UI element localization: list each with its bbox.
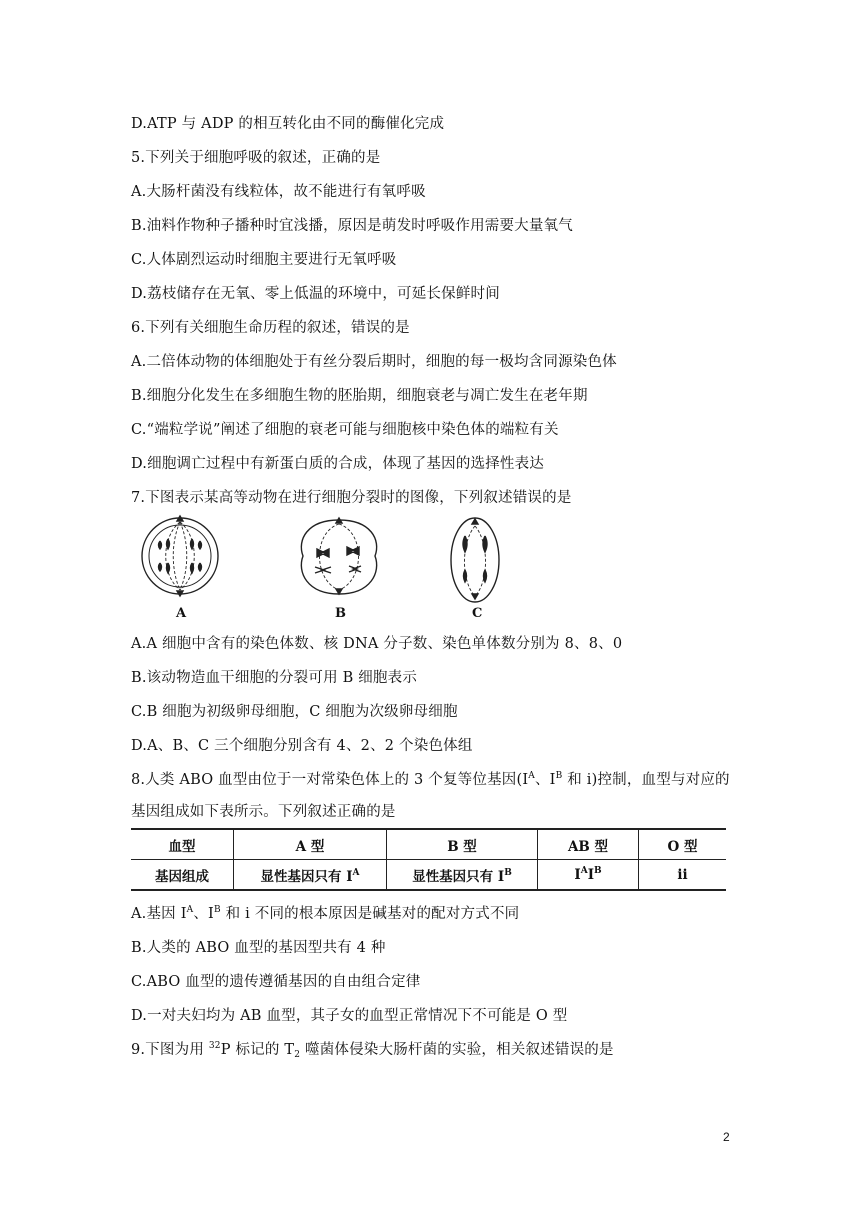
q6-stem: 6.下列有关细胞生命历程的叙述，错误的是 — [131, 320, 410, 336]
q4-option-d: D.ATP 与 ADP 的相互转化由不同的酶催化完成 — [131, 116, 445, 132]
table-cell-ab: $I^AI^B$ — [538, 860, 639, 891]
q7-option-a: A.A 细胞中含有的染色体数、核 DNA 分子数、染色单体数分别为 8、8、0 — [131, 636, 623, 652]
figure-label-a: A — [176, 606, 187, 621]
table-cell-a: 显性基因只有 $I^A$ — [234, 860, 387, 891]
cell-b-diagram — [301, 518, 376, 594]
table-row-label: 基因组成 — [131, 860, 234, 891]
table-header-cell: O 型 — [639, 829, 727, 860]
q6-option-c: C.“端粒学说”阐述了细胞的衰老可能与细胞核中染色体的端粒有关 — [131, 422, 559, 438]
table-header-cell: 血型 — [131, 829, 234, 860]
q5-option-a: A.大肠杆菌没有线粒体，故不能进行有氧呼吸 — [131, 184, 426, 200]
q7-option-b: B.该动物造血干细胞的分裂可用 B 细胞表示 — [131, 670, 418, 686]
q9-stem: 9.下图为用 $^{32}$P 标记的 $T_2$ 噬菌体侵染大肠杆菌的实验，相关叙述错误的是 — [131, 1041, 614, 1060]
cell-a-diagram — [142, 516, 218, 596]
q8-stem-line2: 基因组成如下表所示。下列叙述正确的是 — [131, 804, 396, 820]
q8-stem-line1: 8.人类 ABO 血型由位于一对常染色体上的 3 个复等位基因($I^A$、$I^B$ 和 i)控制，血型与对应的 — [131, 771, 730, 788]
table-header-cell: B 型 — [387, 829, 538, 860]
blood-type-table — [131, 828, 726, 891]
q6-option-b: B.细胞分化发生在多细胞生物的胚胎期，细胞衰老与凋亡发生在老年期 — [131, 388, 588, 404]
q8-option-b: B.人类的 ABO 血型的基因型共有 4 种 — [131, 940, 386, 956]
q8-option-c: C.ABO 血型的遗传遵循基因的自由组合定律 — [131, 974, 421, 990]
q5-option-c: C.人体剧烈运动时细胞主要进行无氧呼吸 — [131, 252, 397, 268]
table-header-cell: A 型 — [234, 829, 387, 860]
q7-stem: 7.下图表示某高等动物在进行细胞分裂时的图像，下列叙述错误的是 — [131, 490, 572, 506]
table-cell-b: 显性基因只有 $I^B$ — [387, 860, 538, 891]
q7-option-d: D.A、B、C 三个细胞分别含有 4、2、2 个染色体组 — [131, 738, 473, 754]
table-header-cell: AB 型 — [538, 829, 639, 860]
q5-stem: 5.下列关于细胞呼吸的叙述，正确的是 — [131, 150, 381, 166]
cell-division-diagrams — [131, 512, 531, 624]
page-number: 2 — [723, 1130, 730, 1144]
q8-option-a: A.基因 $I^A$、$I^B$ 和 i 不同的根本原因是碱基对的配对方式不同 — [131, 905, 520, 922]
table-cell-o: ii — [639, 860, 727, 891]
q6-option-a: A.二倍体动物的体细胞处于有丝分裂后期时，细胞的每一极均含同源染色体 — [131, 354, 617, 370]
q5-option-b: B.油料作物种子播种时宜浅播，原因是萌发时呼吸作用需要大量氧气 — [131, 218, 573, 234]
q5-option-d: D.荔枝储存在无氧、零上低温的环境中，可延长保鲜时间 — [131, 286, 500, 302]
figure-label-b: B — [335, 606, 346, 621]
cell-division-figure — [131, 512, 531, 624]
figure-label-c: C — [472, 606, 483, 621]
q7-option-c: C.B 细胞为初级卵母细胞，C 细胞为次级卵母细胞 — [131, 704, 458, 720]
q8-option-d: D.一对夫妇均为 AB 血型，其子女的血型正常情况下不可能是 O 型 — [131, 1008, 568, 1024]
q6-option-d: D.细胞调亡过程中有新蛋白质的合成，体现了基因的选择性表达 — [131, 456, 545, 472]
cell-c-diagram — [451, 518, 499, 602]
